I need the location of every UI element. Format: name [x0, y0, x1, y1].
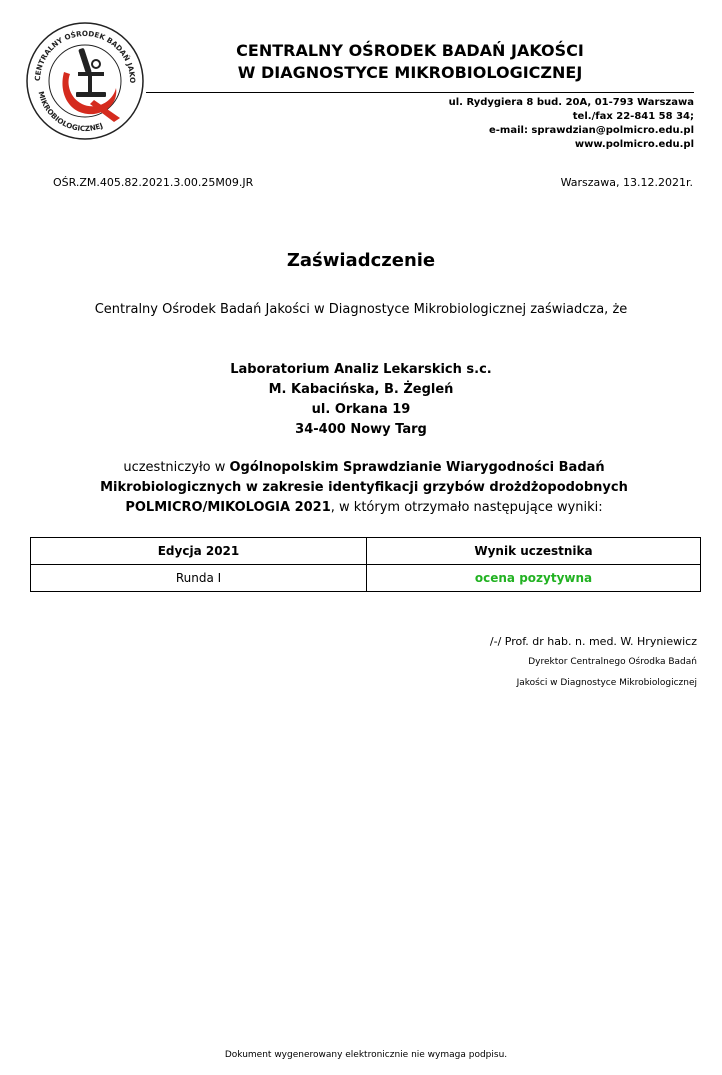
- intro-text: Centralny Ośrodek Badań Jakości w Diagnostyce Mikrobiologicznej zaświadcza, że: [94, 302, 628, 317]
- laboratory-city: 34-400 Nowy Targ: [295, 422, 427, 437]
- website: www.polmicro.edu.pl: [574, 139, 694, 150]
- result-cell: ocena pozytywna: [367, 565, 701, 592]
- address: ul. Rydygiera 8 bud. 20A, 01-793 Warszawa: [448, 97, 694, 108]
- laboratory-name: Laboratorium Analiz Lekarskich s.c.: [230, 362, 492, 377]
- header-edition: Edycja 2021: [31, 538, 367, 565]
- signatory-role-line2: Jakości w Diagnostyce Mikrobiologicznej: [516, 678, 697, 688]
- participation-text: [60, 458, 668, 518]
- contact-block: [449, 96, 694, 152]
- organization-name: [150, 40, 670, 84]
- results-table: [30, 537, 701, 592]
- header-result: Wynik uczestnika: [367, 538, 701, 565]
- participation-prefix: uczestniczyło w: [123, 460, 230, 475]
- signature-block: [490, 632, 697, 694]
- footer-note: Dokument wygenerowany elektronicznie nie wymaga podpisu.: [224, 1050, 508, 1060]
- program-name: Ogólnopolskim Sprawdzianie Wiarygodności Badań Mikrobiologicznych w zakresie identyfikacji grzybów drożdżopodobnych POLMICRO/MIKOLOGIA 2021: [100, 460, 628, 515]
- results-header-row: [31, 538, 701, 565]
- laboratory-block: [0, 360, 722, 440]
- signatory-role-line1: Dyrektor Centralnego Ośrodka Badań: [528, 657, 697, 667]
- organization-name-line2: W DIAGNOSTYCE MIKROBIOLOGICZNEJ: [237, 63, 583, 82]
- email: e-mail: sprawdzian@polmicro.edu.pl: [488, 125, 694, 136]
- participation-suffix: , w którym otrzymało następujące wyniki:: [330, 500, 603, 515]
- document-title: Zaświadczenie: [286, 250, 436, 271]
- reference-number: OŚR.ZM.405.82.2021.3.00.25M09.JR: [53, 176, 254, 189]
- svg-text:CENTRALNY OŚRODEK BADAŃ JAKOŚC: CENTRALNY OŚRODEK BADAŃ JAKO: [32, 28, 138, 84]
- organization-name-line1: CENTRALNY OŚRODEK BADAŃ JAKOŚCI: [236, 41, 584, 60]
- table-row: [31, 565, 701, 592]
- place-date: Warszawa, 13.12.2021r.: [560, 176, 693, 189]
- svg-text:MIKROBIOLOGICZNEJ: MIKROBIOLOGICZNEJ: [36, 90, 105, 134]
- phone: tel./fax 22-841 58 34;: [572, 111, 694, 122]
- signatory-name: /-/ Prof. dr hab. n. med. W. Hryniewicz: [489, 635, 697, 648]
- laboratory-owners: M. Kabacińska, B. Żegleń: [268, 382, 454, 397]
- header-divider: [146, 92, 694, 93]
- round-cell: Runda I: [31, 565, 367, 592]
- laboratory-street: ul. Orkana 19: [311, 402, 411, 417]
- laboratory-seal-icon: [24, 20, 146, 142]
